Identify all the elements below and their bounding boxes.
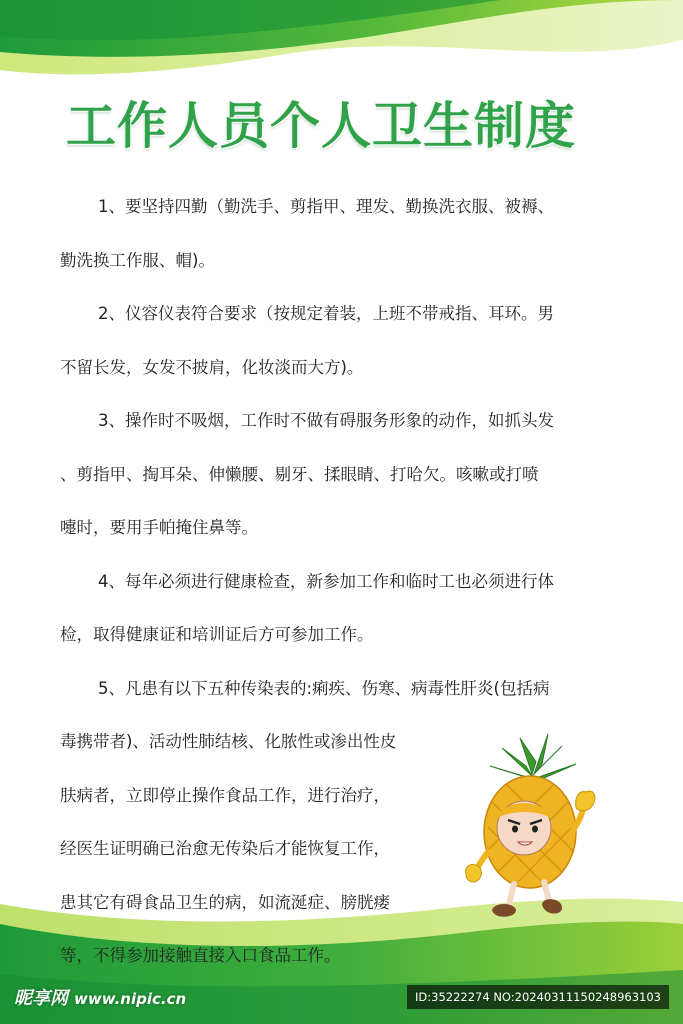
body-line: 勤洗换工作服、帽)。 bbox=[60, 250, 215, 270]
watermark-id: ID:35222274 NO:20240311150248963103 bbox=[407, 985, 669, 1009]
body-line: 不留长发，女发不披肩，化妆淡而大方)。 bbox=[60, 357, 364, 377]
watermark-site: www.nipic.cn bbox=[74, 990, 187, 1008]
body-line: 2、仪容仪表符合要求（按规定着装，上班不带戒指、耳环。男 bbox=[98, 304, 554, 323]
body-line: 肤病者，立即停止操作食品工作，进行治疗， bbox=[60, 785, 390, 805]
body-line: 1、要坚持四勤（勤洗手、剪指甲、理发、勤换洗衣服、被褥、 bbox=[98, 197, 554, 216]
pineapple-mascot-icon bbox=[462, 732, 602, 927]
body-line: 4、每年必须进行健康检查，新参加工作和临时工也必须进行体 bbox=[98, 571, 554, 591]
body-line: 嚏时，要用手帕掩住鼻等。 bbox=[60, 518, 258, 537]
page-title: 工作人员个人卫生制度 bbox=[66, 96, 576, 155]
body-line: 毒携带者)、活动性肺结核、化脓性或渗出性皮 bbox=[60, 732, 397, 751]
body-line: 患其它有碍食品卫生的病，如流涎症、膀胱瘘 bbox=[60, 892, 390, 912]
body-line: 5、凡患有以下五种传染表的:痢疾、伤寒、病毒性肝炎(包括病 bbox=[98, 678, 550, 698]
watermark-brand bbox=[14, 984, 186, 1010]
body-line: 等，不得参加接触直接入口食品工作。 bbox=[60, 946, 341, 965]
body-line: 经医生证明确已治愈无传染后才能恢复工作， bbox=[60, 839, 390, 858]
body-line: 、剪指甲、掏耳朵、伸懒腰、剔牙、揉眼睛、打哈欠。咳嗽或打喷 bbox=[60, 464, 539, 484]
watermark-brand-name: 昵享网 bbox=[14, 988, 68, 1009]
body-line: 3、操作时不吸烟，工作时不做有碍服务形象的动作，如抓头发 bbox=[98, 411, 554, 430]
body-line: 检，取得健康证和培训证后方可参加工作。 bbox=[60, 625, 374, 644]
